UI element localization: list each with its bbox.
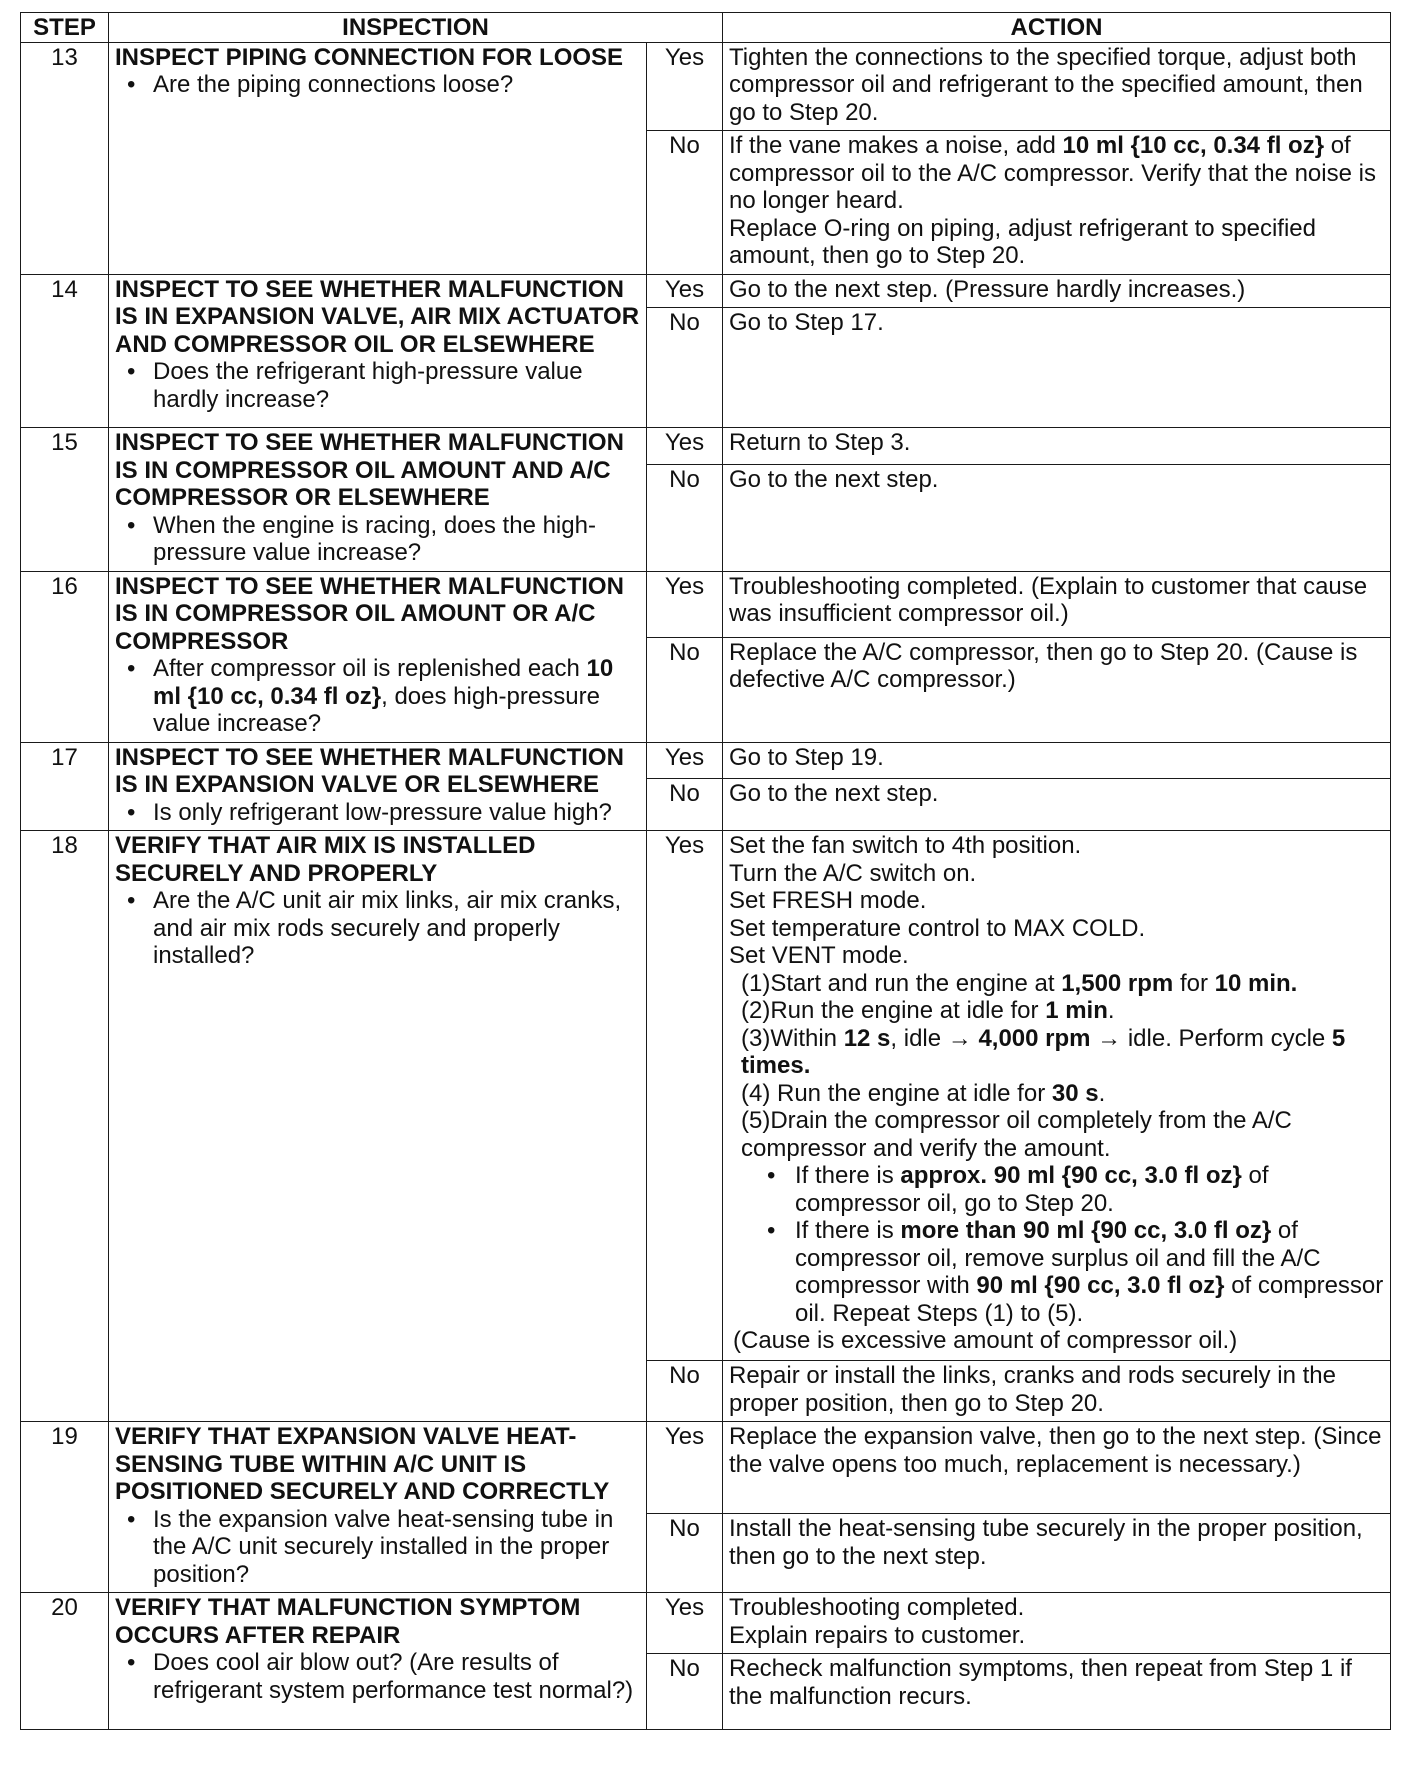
- procedure-step-2: [729, 997, 1384, 1025]
- yes-action: Return to Step 3.: [723, 428, 1391, 465]
- action-line: Troubleshooting completed.: [729, 1594, 1025, 1621]
- step-number: 17: [21, 742, 109, 831]
- inspection-heading: INSPECT TO SEE WHETHER MALFUNCTION IS IN COMPRESSOR OIL AMOUNT OR A/C COMPRESSOR: [115, 572, 624, 655]
- inspection-question: • Are the A/C unit air mix links, air mix cranks, and air mix rods securely and properly installed?: [115, 887, 640, 970]
- step-19-yes-row: [21, 1422, 1391, 1514]
- step-number: 20: [21, 1593, 109, 1730]
- oil-amount-case-1: [729, 1162, 1384, 1217]
- yes-action: [723, 831, 1391, 1361]
- step-number: 15: [21, 428, 109, 572]
- inspection-heading: INSPECT TO SEE WHETHER MALFUNCTION IS IN EXPANSION VALVE, AIR MIX ACTUATOR AND COMPRESSOR OIL OR ELSEWHERE: [115, 275, 640, 358]
- inspection-column-header: INSPECTION: [109, 13, 723, 43]
- oil-quantity: 10 ml {10 cc, 0.34 fl oz}: [1062, 132, 1325, 159]
- yes-label: Yes: [647, 1593, 723, 1654]
- inspection-heading: INSPECT TO SEE WHETHER MALFUNCTION IS IN EXPANSION VALVE OR ELSEWHERE: [115, 743, 624, 798]
- action-column-header: ACTION: [723, 13, 1391, 43]
- step-14-inspection: [109, 274, 647, 428]
- yes-label: Yes: [647, 42, 723, 131]
- inspection-heading: INSPECT PIPING CONNECTION FOR LOOSE: [115, 43, 624, 71]
- step-number: 18: [21, 831, 109, 1422]
- no-label: No: [647, 1361, 723, 1422]
- step-13-inspection: [109, 42, 647, 274]
- oil-quantity: approx. 90 ml {90 cc, 3.0 fl oz}: [900, 1162, 1242, 1189]
- yes-label: Yes: [647, 571, 723, 637]
- no-action: [723, 131, 1391, 275]
- procedure-value: 5 times.: [741, 1024, 1346, 1079]
- yes-label: Yes: [647, 428, 723, 465]
- inspection-question: [115, 655, 640, 738]
- yes-action: Go to Step 19.: [723, 742, 1391, 778]
- inspection-question: • Is the expansion valve heat-sensing tube in the A/C unit securely installed in the proper position?: [115, 1506, 640, 1589]
- action-line: Set the fan switch to 4th position.: [729, 832, 1082, 859]
- procedure-step-4: [729, 1080, 1384, 1108]
- step-number: 14: [21, 274, 109, 428]
- step-15-inspection: [109, 428, 647, 572]
- step-18-inspection: [109, 831, 647, 1422]
- step-number: 19: [21, 1422, 109, 1593]
- procedure-text: for: [1173, 969, 1215, 997]
- procedure-step-5: (5)Drain the compressor oil completely from the A/C compressor and verify the amount.: [741, 1107, 1292, 1162]
- question-text: After compressor oil is replenished each: [153, 655, 587, 682]
- procedure-value: 10 min.: [1214, 969, 1298, 997]
- oil-quantity: 90 ml {90 cc, 3.0 fl oz}: [976, 1272, 1225, 1299]
- step-16-inspection: [109, 571, 647, 742]
- procedure-value: 1,500 rpm: [1061, 969, 1174, 997]
- no-label: No: [647, 1514, 723, 1593]
- oil-quantity: more than 90 ml {90 cc, 3.0 fl oz}: [900, 1217, 1272, 1244]
- table-header-row: [21, 13, 1391, 43]
- no-action: Go to the next step.: [723, 465, 1391, 571]
- case-text: If there is: [795, 1162, 901, 1189]
- step-18-yes-row: [21, 831, 1391, 1361]
- yes-action: Troubleshooting completed. (Explain to customer that cause was insufficient compressor oil.): [723, 571, 1391, 637]
- procedure-text: , idle →: [890, 1024, 979, 1052]
- procedure-step-1: [729, 970, 1384, 998]
- procedure-text: (4) Run the engine at idle for: [741, 1079, 1052, 1107]
- inspection-question: • Are the piping connections loose?: [115, 71, 640, 99]
- no-action: Replace the A/C compressor, then go to Step 20. (Cause is defective A/C compressor.): [723, 637, 1391, 742]
- case-text: of compressor oil, remove surplus oil and fill the A/C compressor with: [795, 1217, 1321, 1299]
- inspection-question: • Does the refrigerant high-pressure value hardly increase?: [115, 358, 640, 413]
- no-action-line: Replace O-ring on piping, adjust refrigerant to specified amount, then go to Step 20.: [729, 214, 1316, 269]
- inspection-heading: VERIFY THAT MALFUNCTION SYMPTOM OCCURS AFTER REPAIR: [115, 1594, 581, 1649]
- yes-action: Replace the expansion valve, then go to the next step. (Since the valve opens too much, replacement is necessary.): [723, 1422, 1391, 1514]
- no-label: No: [647, 637, 723, 742]
- procedure-text: → idle. Perform cycle: [1090, 1024, 1332, 1052]
- no-action-text: If the vane makes a noise, add: [729, 132, 1063, 159]
- procedure-value: 12 s: [843, 1024, 891, 1052]
- no-label: No: [647, 308, 723, 428]
- inspection-question: • Is only refrigerant low-pressure value high?: [115, 799, 640, 827]
- procedure-text: (1)Start and run the engine at: [741, 969, 1062, 997]
- step-14-yes-row: [21, 274, 1391, 308]
- inspection-question: • Does cool air blow out? (Are results of refrigerant system performance test normal?): [115, 1649, 640, 1704]
- yes-action: [723, 1593, 1391, 1654]
- procedure-text: .: [1098, 1079, 1106, 1107]
- yes-label: Yes: [647, 274, 723, 308]
- procedure-value: 1 min: [1045, 997, 1108, 1024]
- no-label: No: [647, 1654, 723, 1730]
- oil-amount-case-2: [729, 1217, 1384, 1327]
- yes-action: Tighten the connections to the specified torque, adjust both compressor oil and refrigerant to the specified amount, then go to Step 20.: [723, 42, 1391, 131]
- step-20-yes-row: [21, 1593, 1391, 1654]
- yes-label: Yes: [647, 831, 723, 1361]
- inspection-heading: VERIFY THAT EXPANSION VALVE HEAT-SENSING TUBE WITHIN A/C UNIT IS POSITIONED SECURELY AND CORRECTLY: [115, 1423, 610, 1505]
- case-text: of compressor oil. Repeat Steps (1) to (5).: [795, 1272, 1384, 1327]
- no-action: Repair or install the links, cranks and rods securely in the proper position, then go to Step 20.: [723, 1361, 1391, 1422]
- step-17-yes-row: [21, 742, 1391, 778]
- yes-label: Yes: [647, 1422, 723, 1514]
- case-text: If there is: [795, 1217, 901, 1244]
- action-line: Set temperature control to MAX COLD.: [729, 914, 1146, 942]
- inspection-heading: VERIFY THAT AIR MIX IS INSTALLED SECURELY AND PROPERLY: [115, 832, 536, 887]
- no-action: Go to the next step.: [723, 778, 1391, 830]
- question-text: , does high-pressure value increase?: [153, 682, 600, 737]
- no-action-text: of compressor oil to the A/C compressor. Verify that the noise is no longer heard.: [729, 132, 1376, 214]
- step-13-yes-row: [21, 42, 1391, 131]
- step-20-inspection: [109, 1593, 647, 1730]
- yes-action: Go to the next step. (Pressure hardly increases.): [723, 274, 1391, 308]
- step-19-inspection: [109, 1422, 647, 1593]
- procedure-value: 4,000 rpm: [978, 1024, 1091, 1052]
- step-17-inspection: [109, 742, 647, 831]
- no-action: Install the heat-sensing tube securely in the proper position, then go to the next step.: [723, 1514, 1391, 1593]
- action-line: Turn the A/C switch on.: [729, 859, 977, 887]
- procedure-text: (3)Within: [741, 1024, 844, 1052]
- oil-quantity: 10 ml {10 cc, 0.34 fl oz}: [153, 655, 614, 710]
- troubleshooting-table: [20, 12, 1391, 1730]
- step-column-header: STEP: [21, 13, 109, 43]
- action-line: Set VENT mode.: [729, 942, 909, 969]
- no-label: No: [647, 465, 723, 571]
- inspection-heading: INSPECT TO SEE WHETHER MALFUNCTION IS IN COMPRESSOR OIL AMOUNT AND A/C COMPRESSOR OR ELSEWHERE: [115, 429, 624, 511]
- procedure-step-3: [729, 1025, 1384, 1080]
- step-15-yes-row: [21, 428, 1391, 465]
- case-text: of compressor oil, go to Step 20.: [795, 1162, 1269, 1217]
- no-label: No: [647, 778, 723, 830]
- step-number: 16: [21, 571, 109, 742]
- no-action: Recheck malfunction symptoms, then repeat from Step 1 if the malfunction recurs.: [723, 1654, 1391, 1730]
- cause-note: (Cause is excessive amount of compressor oil.): [733, 1327, 1238, 1354]
- inspection-question: • When the engine is racing, does the high-pressure value increase?: [115, 512, 640, 567]
- action-line: Explain repairs to customer.: [729, 1621, 1026, 1649]
- step-number: 13: [21, 42, 109, 274]
- no-label: No: [647, 131, 723, 275]
- action-line: Set FRESH mode.: [729, 887, 927, 914]
- procedure-text: (2)Run the engine at idle for: [741, 997, 1046, 1024]
- no-action: Go to Step 17.: [723, 308, 1391, 428]
- yes-label: Yes: [647, 742, 723, 778]
- procedure-value: 30 s: [1051, 1079, 1099, 1107]
- procedure-text: .: [1107, 997, 1115, 1024]
- step-16-yes-row: [21, 571, 1391, 637]
